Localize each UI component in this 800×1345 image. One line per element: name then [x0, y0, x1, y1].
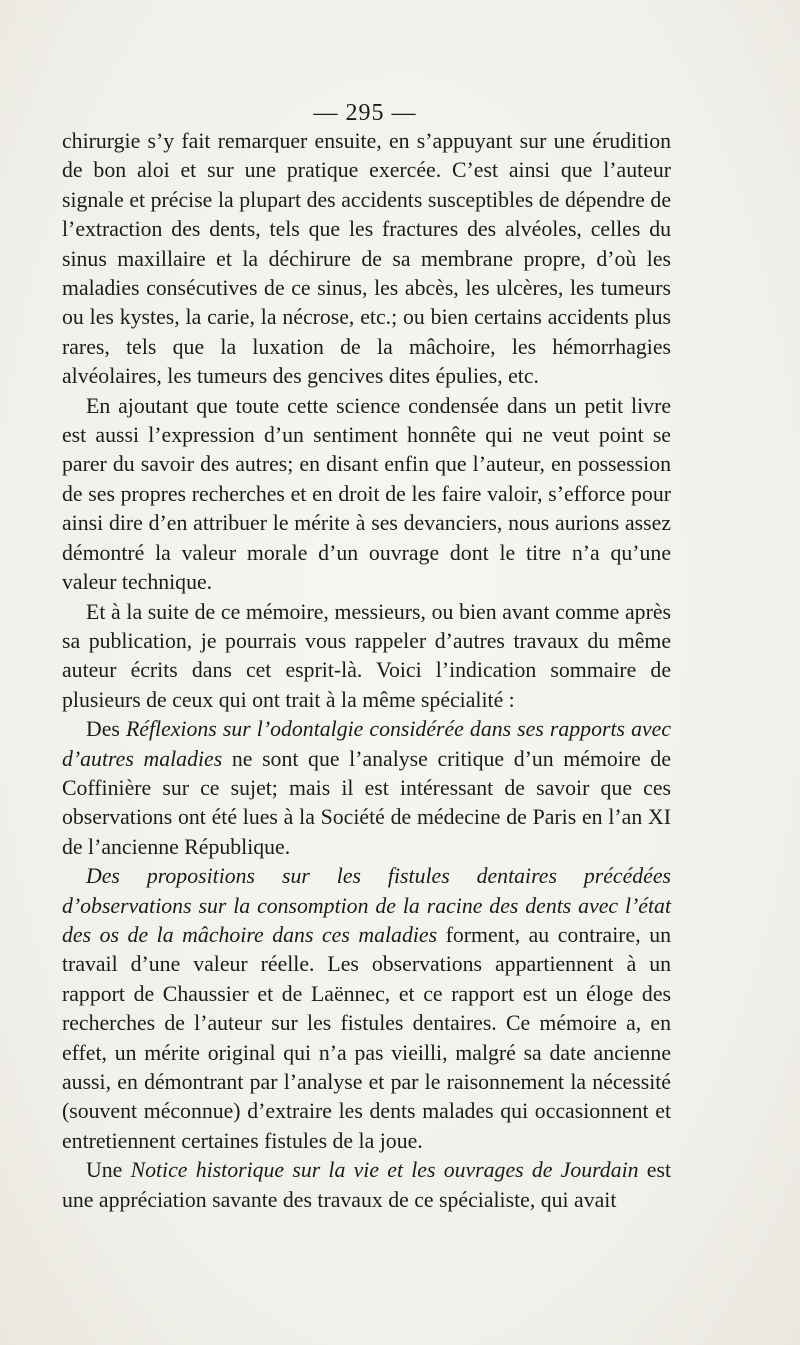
work-title-propositions: Des propositions sur les fistules dentaires précédées d’observations sur la consomption de la racine des dents avec l’état des os de la mâchoire dans ces maladies — [62, 864, 671, 947]
body-text — [62, 127, 671, 1215]
paragraph-4-rest: ne sont que l’analyse critique d’un mémoire de Coffinière sur ce sujet; mais il est intéressant de savoir que ces observations ont été lues à la Société de médecine de Paris en l’an XI de l’ancienne République. — [62, 746, 672, 859]
paragraph-6 — [62, 1156, 671, 1215]
work-title-notice: Notice historique sur la vie et les ouvrages de Jourdain — [130, 1158, 639, 1183]
paragraph-5 — [62, 862, 671, 1156]
work-title-reflexions: Réflexions sur l’odontalgie considérée dans ses rapports avec d’autres maladies — [62, 717, 671, 771]
page-number: — 295 — — [313, 100, 417, 126]
paragraph-4-lead: Des — [86, 717, 126, 742]
paragraph-2: En ajoutant que toute cette science condensée dans un petit livre est aussi l’expression d’un sentiment honnête qui ne veut point se parer du savoir des autres; en disant enfin que l’auteur, en possession de ses propres recherches et en droit de les faire valoir, s’efforce pour ainsi dire d’en attribuer le mérite à ses devanciers, nous aurions assez démontré la valeur morale d’un ouvrage dont le titre n’a qu’une valeur technique. — [62, 393, 671, 595]
paragraph-1: chirurgie s’y fait remarquer ensuite, en s’appuyant sur une érudition de bon aloi et sur une pratique exercée. C’est ainsi que l’auteur signale et précise la plupart des accidents susceptibles de dépendre de l’extraction des dents, tels que les fractures des alvéoles, celles du sinus maxillaire et la déchirure de sa membrane propre, d’où les maladies consécutives de ce sinus, les abcès, les ulcères, les tumeurs ou les kystes, la carie, la nécrose, etc.; ou bien certains accidents plus rares, tels que la luxation de la mâchoire, les hémorrhagies alvéolaires, les tumeurs des gencives dites épulies, etc. — [62, 129, 671, 389]
paragraph-3: Et à la suite de ce mémoire, messieurs, ou bien avant comme après sa publication, je pourrais vous rappeler d’autres travaux du même auteur écrits dans cet esprit-là. Voici l’indication sommaire de plusieurs de ceux qui ont trait à la même spécialité : — [62, 599, 671, 712]
paragraph-6-lead: Une — [86, 1158, 131, 1183]
paragraph-4 — [62, 715, 671, 862]
paragraph-6-rest: est une appréciation savante des travaux de ce spécialiste, qui avait — [62, 1158, 671, 1212]
paragraph-5-rest: forment, au contraire, un travail d’une valeur réelle. Les observations appartiennent à un rapport de Chaussier et de Laënnec, et ce rapport est un éloge des recherches de l’auteur sur les fistules dentaires. Ce mémoire a, en effet, un mérite original qui n’a pas vieilli, malgré sa date ancienne aussi, en démontrant par l’analyse et par le raisonnement la nécessité (souvent méconnue) d’extraire les dents malades qui occasionnent et entretiennent certaines fistules de la joue. — [62, 922, 672, 1153]
